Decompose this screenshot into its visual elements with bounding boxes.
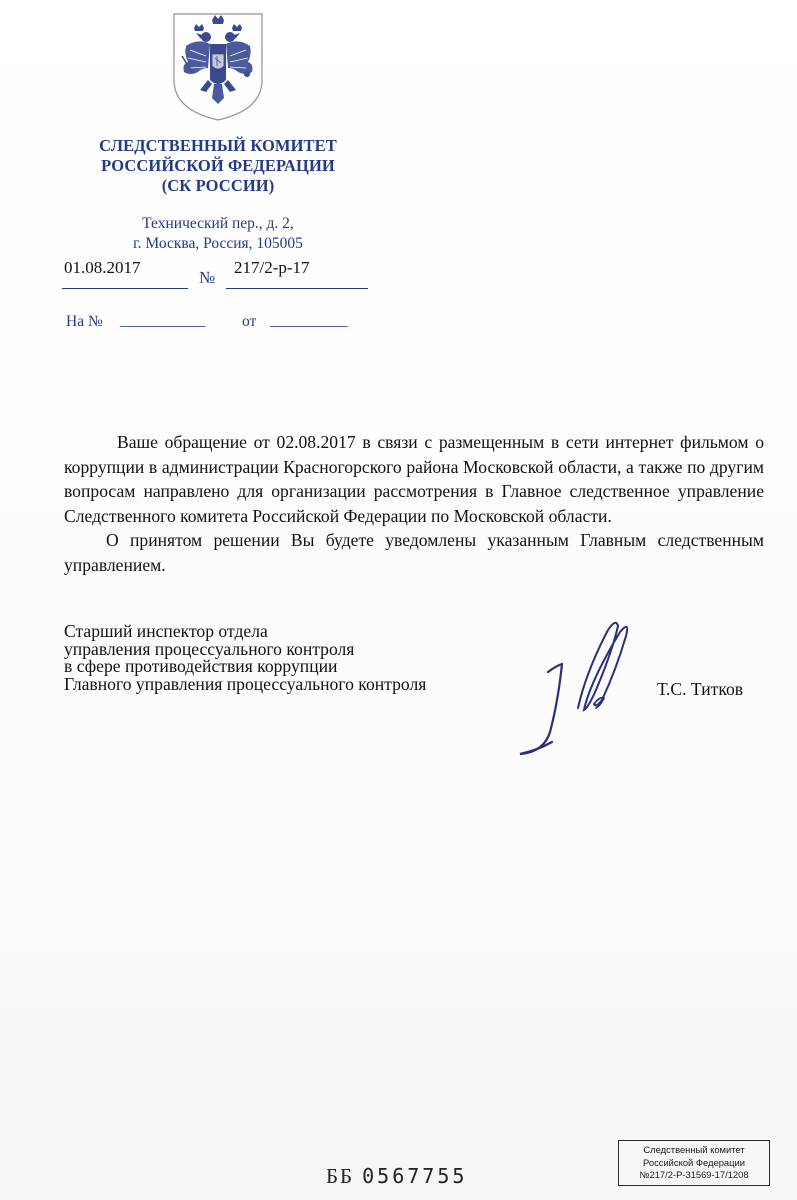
handwritten-signature-icon: [508, 612, 658, 762]
letter-date: 01.08.2017: [64, 258, 141, 277]
reply-number-value: ___________: [120, 312, 206, 329]
org-name-line-1: СЛЕДСТВЕННЫЙ КОМИТЕТ: [99, 136, 337, 155]
reply-number-label: На №: [66, 313, 103, 330]
body-paragraph-2: О принятом решении Вы будете уведомлены указанным Главным следственным управлением.: [64, 530, 764, 575]
organization-name: [60, 136, 376, 196]
signatory-position: [64, 623, 504, 693]
position-line-3: в сфере противодействия коррупции: [64, 656, 338, 676]
number-underline: [226, 288, 368, 289]
org-name-line-3: (СК РОССИИ): [161, 176, 275, 195]
number-label: №: [199, 268, 216, 287]
registration-stamp: [618, 1140, 770, 1186]
position-line-1: Старший инспектор отдела: [64, 621, 268, 641]
letter-body: [64, 430, 764, 577]
stamp-line-3: №217/2-Р-31569-17/1208: [639, 1169, 749, 1180]
org-name-line-2: РОССИЙСКОЙ ФЕДЕРАЦИИ: [101, 156, 335, 175]
stamp-line-1: Следственный комитет: [643, 1144, 745, 1155]
reply-from-label: от: [242, 313, 257, 330]
address-line-1: Технический пер., д. 2,: [142, 215, 294, 232]
serial-number: 0567755: [362, 1164, 468, 1188]
body-paragraph-1: Ваше обращение от 02.08.2017 в связи с размещенным в сети интернет фильмом о коррупции в администрации Красногорского района Московской области, а также по другим вопросам направлено для организации рассмотрения в Главное следственное управление Следственного комитета Российской Федерации по Московской области.: [64, 432, 764, 526]
russian-coat-of-arms-icon: [168, 10, 268, 122]
serial-prefix: ББ: [326, 1164, 355, 1188]
organization-address: [60, 214, 376, 254]
reply-from-date: __________: [270, 312, 348, 329]
position-line-4: Главного управления процессуального контроля: [64, 673, 427, 694]
signer-name: Т.С. Титков: [657, 679, 744, 699]
position-line-2: управления процессуального контроля: [64, 638, 355, 659]
letter-number: 217/2-р-17: [234, 258, 310, 277]
stamp-line-2: Российской Федерации: [643, 1156, 745, 1168]
form-serial-number: [326, 1164, 467, 1189]
address-line-2: г. Москва, Россия, 105005: [133, 235, 303, 252]
date-underline: [62, 288, 188, 289]
